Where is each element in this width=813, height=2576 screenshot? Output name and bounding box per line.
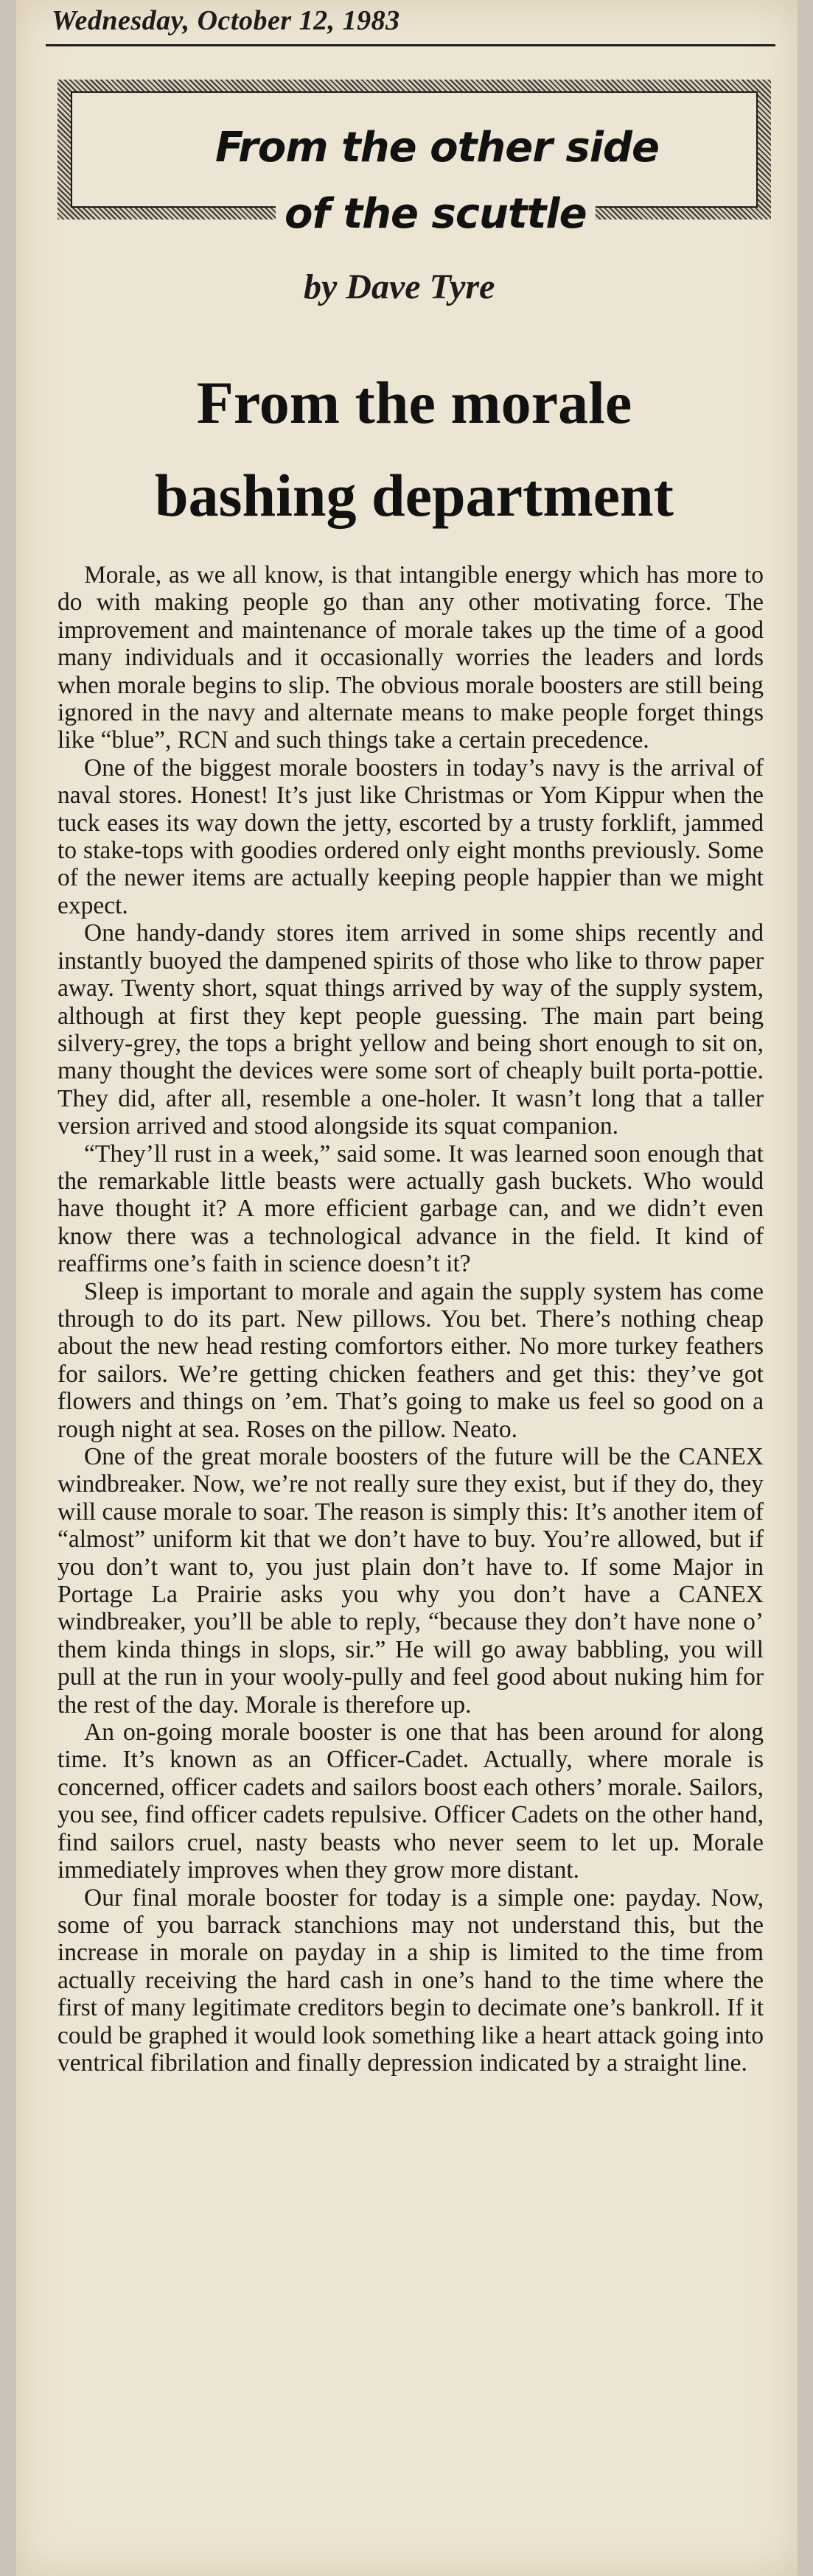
article-body — [57, 561, 764, 2077]
headline-line1: From the morale — [196, 369, 632, 436]
byline: by Dave Tyre — [304, 267, 495, 306]
article-paragraph: An on-going morale booster is one that has been around for along time. It’s known as an Officer-Cadet. Actually, where morale is concerned, officer cadets and sailors boost each others’ morale. Sailors, you see, find officer cadets repulsive. Officer Cadets on the other hand, find sailors cruel, nasty beasts who never seem to let up. Morale immediately improves when they grow more distant. — [57, 1719, 764, 1884]
article-paragraph: Morale, as we all know, is that intangible energy which has more to do with making people go than any other motivating force. The improvement and maintenance of morale takes up the time of a good many individuals and it occasionally worries the leaders and lords when morale begins to slip. The obvious morale boosters are still being ignored in the navy and alternate means to make people forget things like “blue”, RCN and such things take a certain precedence. — [57, 561, 764, 754]
dateline: Wednesday, October 12, 1983 — [52, 5, 400, 36]
column-title-line2: of the scuttle — [276, 190, 596, 238]
article-paragraph: One of the biggest morale boosters in today’s navy is the arrival of naval stores. Honest! It’s just like Christmas or Yom Kippur when the tuck eases its way down the jetty, escorted by a trusty forklift, jammed to stake-tops with goodies ordered only eight months previously. Some of the newer items are actually keeping people happier than we might expect. — [57, 754, 764, 919]
article-paragraph: Sleep is important to morale and again the supply system has come through to do its part. New pillows. You bet. There’s nothing cheap about the new head resting comfortors either. No more turkey feathers for sailors. We’re getting chicken feathers and get this: they’ve got flowers and things on ’em. That’s going to make us feel so good on a rough night at sea. Roses on the pillow. Neato. — [57, 1277, 764, 1443]
newspaper-clipping — [16, 0, 798, 2576]
article-paragraph: One handy-dandy stores item arrived in some ships recently and instantly buoyed the dampened spirits of those who like to throw paper away. Twenty short, squat things arrived by way of the supply system, although at first they kept people guessing. The main part being silvery-grey, the tops a bright yellow and being short enough to sit on, many thought the devices were some sort of cheaply built porta-pottie. They did, after all, resemble a one-holer. It wasn’t long that a taller version arrived and stood alongside its squat companion. — [57, 919, 764, 1140]
dateline-rule — [46, 44, 775, 46]
article-paragraph: “They’ll rust in a week,” said some. It was learned soon enough that the remarkable little beasts were actually gash buckets. Who would have thought it? A more efficient garbage can, and we didn’t even know there was a technological advance in the field. It kind of reaffirms one’s faith in science doesn’t it? — [57, 1140, 764, 1278]
article-paragraph: One of the great morale boosters of the future will be the CANEX windbreaker. Now, we’re not really sure they exist, but if they do, they will cause morale to soar. The reason is simply this: It’s another item of “almost” uniform kit that we don’t have to buy. You’re allowed, but if you don’t want to, you just plain don’t have to. If some Major in Portage La Prairie asks you why you don’t have a CANEX windbreaker, you’ll be able to reply, “because they don’t have none o’ them kinda things in slops, sir.” He will go away babbling, you will pull at the run in your wooly-pully and feel good about nuking him for the rest of the day. Morale is therefore up. — [57, 1443, 764, 1719]
headline-line2: bashing department — [155, 462, 674, 529]
article-paragraph: Our final morale booster for today is a simple one: payday. Now, some of you barrack stanchions may not understand this, but the increase in morale on payday in a ship is limited to the time from actually receiving the hard cash in one’s hand to the time where the first of many legitimate creditors begin to decimate one’s bankroll. If it could be graphed it would look something like a heart attack going into ventrical fibrilation and finally depression indicated by a straight line. — [57, 1884, 764, 2077]
column-title-line1: From the other side — [215, 124, 659, 172]
